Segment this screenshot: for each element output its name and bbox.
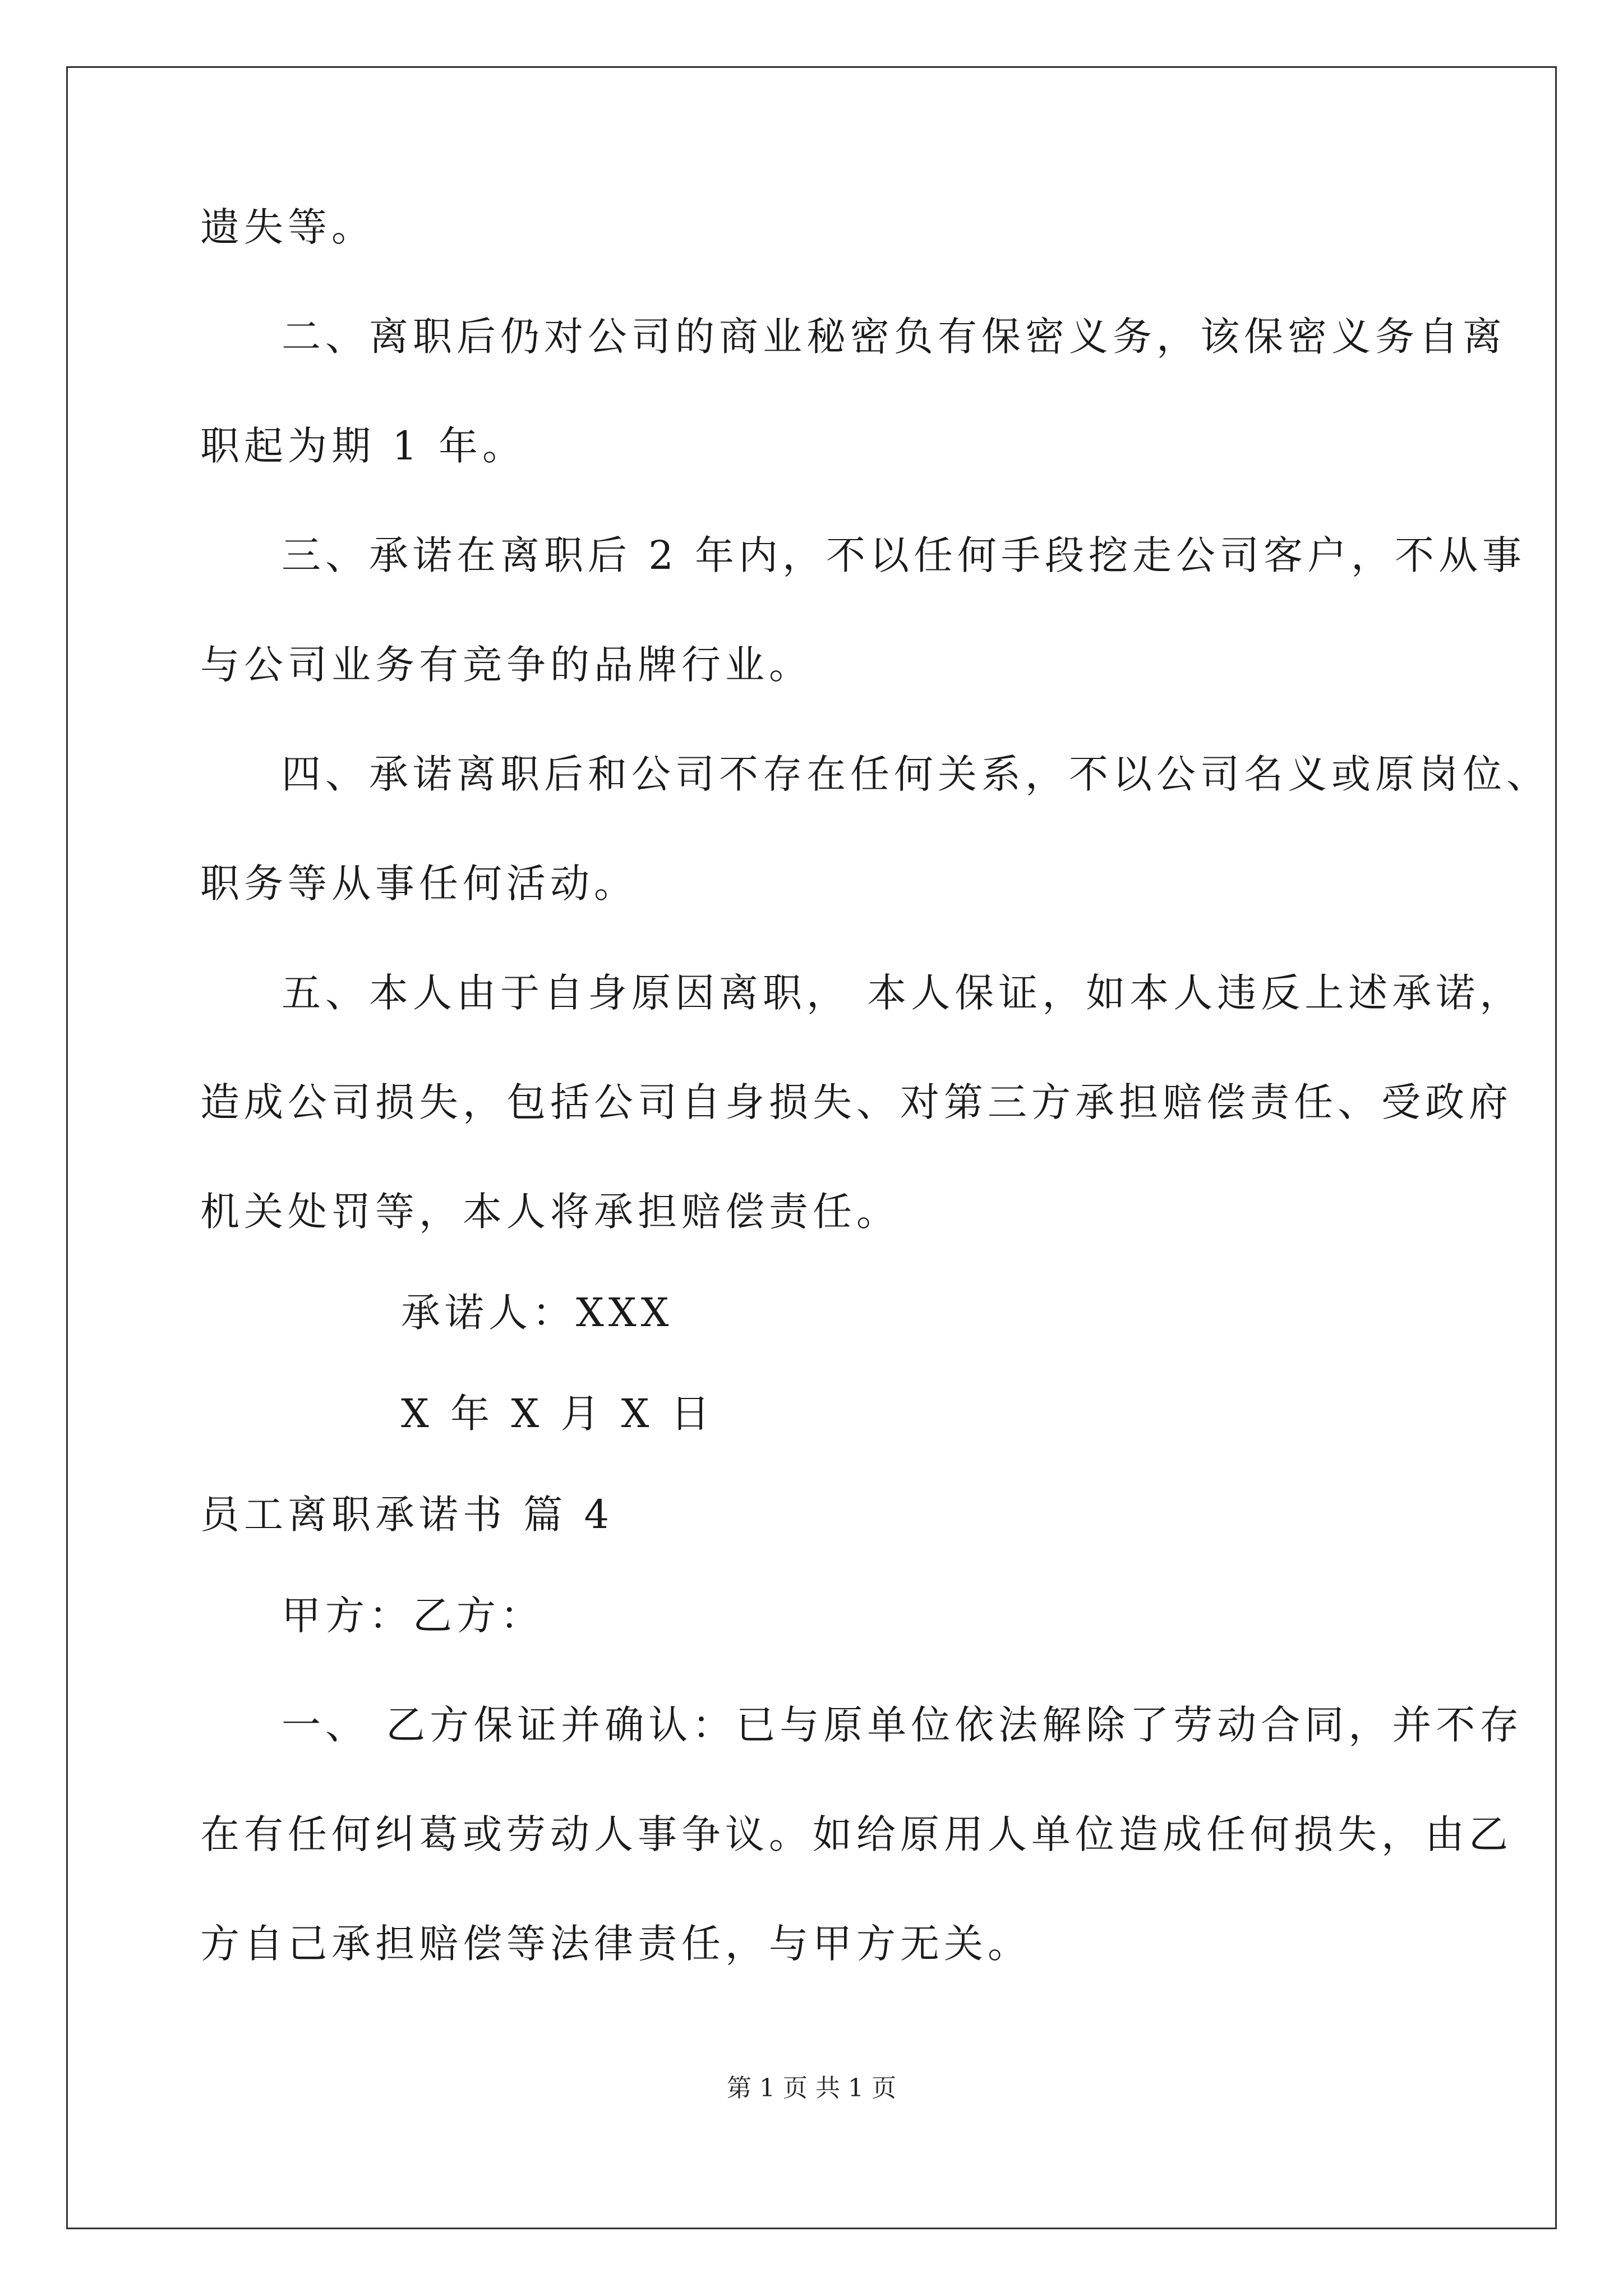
- page-footer: 第 1 页 共 1 页: [727, 2074, 896, 2102]
- text-line: 造成公司损失，包括公司自身损失、对第三方承担赔偿责任、受政府: [200, 1079, 1513, 1125]
- text-line: 方自己承担赔偿等法律责任，与甲方无关。: [200, 1921, 1031, 1967]
- signature-date: X 年 X 月 X 日: [401, 1391, 714, 1437]
- text-line: 一、 乙方保证并确认：已与原单位依法解除了劳动合同，并不存: [282, 1702, 1524, 1748]
- text-line: 遗失等。: [200, 204, 375, 250]
- page-frame: [66, 66, 1557, 2229]
- text-line: 在有任何纠葛或劳动人事争议。如给原用人单位造成任何损失，由乙: [200, 1811, 1513, 1857]
- parties-line: 甲方：乙方：: [282, 1593, 544, 1639]
- text-line: 三、承诺在离职后 2 年内，不以任何手段挖走公司客户，不从事: [282, 532, 1527, 578]
- text-line: 机关处罚等，本人将承担赔偿责任。: [200, 1189, 900, 1235]
- text-line: 职起为期 1 年。: [200, 423, 527, 469]
- promisor-signature: 承诺人：XXX: [401, 1290, 674, 1336]
- text-line: 职务等从事任何活动。: [200, 861, 638, 907]
- section-heading: 员工离职承诺书 篇 4: [200, 1492, 614, 1538]
- text-line: 四、承诺离职后和公司不存在任何关系，不以公司名义或原岗位、: [282, 751, 1550, 797]
- text-line: 二、离职后仍对公司的商业秘密负有保密义务，该保密义务自离: [282, 314, 1506, 360]
- text-line: 与公司业务有竞争的品牌行业。: [200, 642, 813, 688]
- text-line: 五、本人由于自身原因离职， 本人保证，如本人违反上述承诺，: [282, 970, 1524, 1016]
